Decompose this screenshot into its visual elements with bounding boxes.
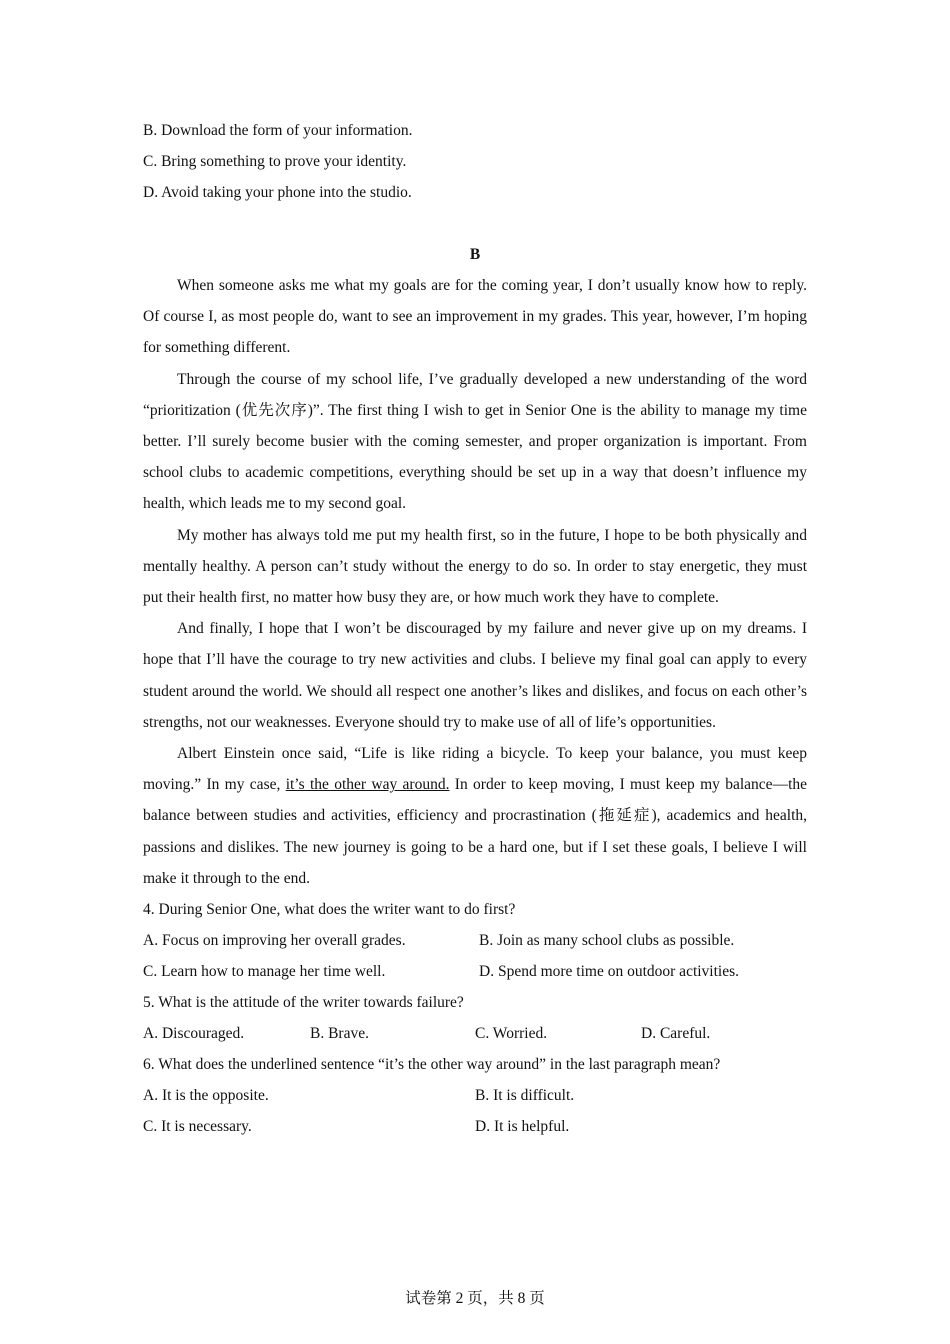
question-4-options-row-2 [143,956,807,987]
page-footer: 试卷第 2 页，共 8 页 [405,1290,545,1307]
option-c-prev: C. Bring something to prove your identity. [143,153,407,170]
question-6-option-d: D. It is helpful. [475,1118,570,1136]
question-6-option-c: C. It is necessary. [143,1118,252,1136]
question-4-option-a: A. Focus on improving her overall grades. [143,932,406,950]
paragraph-1: When someone asks me what my goals are for the coming year, I don’t usually know how to reply. Of course I, as most people do, want to see an improvement in my grades. This year, however, I’m hoping for something different. [143,277,807,357]
exam-page [143,115,807,1142]
passage [143,270,807,894]
question-6-option-a: A. It is the opposite. [143,1087,269,1105]
question-4-option-c: C. Learn how to manage her time well. [143,963,386,981]
question-4-option-b: B. Join as many school clubs as possible. [479,932,735,950]
paragraph-2: Through the course of my school life, I’ve gradually developed a new understanding of the word “prioritization (优先次序)”. The first thing I wish to get in Senior One is the ability to manage my time better. I’ll surely become busier with the coming semester, and proper organization is important. From school clubs to academic competitions, everything should be set up in a way that doesn’t influence my health, which leads me to my second goal. [143,370,807,513]
question-4-options-row-1 [143,925,807,956]
question-4-stem: 4. During Senior One, what does the writer want to do first? [143,901,516,919]
question-5-option-c: C. Worried. [475,1025,548,1043]
question-6-options-row-2 [143,1111,807,1142]
paragraph-5 [143,738,807,894]
paragraph-5-end: In order to keep moving, I must keep my balance—the balance between studies and activities, efficiency and procrastination (拖延症), academics and health, passions and dislikes. The new journey is going to be a hard one, but if I set these goals, I believe I will make it through to the end. [143,776,807,887]
paragraph-3: My mother has always told me put my health first, so in the future, I hope to be both physically and mentally healthy. A person can’t study without the energy to do so. In order to stay energetic, they must put their health first, no matter how busy they are, or how much work they have to complete. [143,526,807,607]
question-6-option-b: B. It is difficult. [475,1087,575,1105]
question-5-options-row [143,1018,807,1049]
option-b-prev: B. Download the form of your information. [143,122,413,139]
question-5-option-a: A. Discouraged. [143,1025,245,1043]
option-d-prev: D. Avoid taking your phone into the studio. [143,184,412,201]
question-5-option-d: D. Careful. [641,1025,711,1043]
question-5-option-b: B. Brave. [310,1025,369,1043]
section-title: B [469,246,481,263]
paragraph-5-start: Albert Einstein once said, “Life is like riding a bicycle. To keep your balance, you must keep moving.” In my case, [143,745,807,794]
question-5-stem: 5. What is the attitude of the writer towards failure? [143,994,464,1012]
underlined-sentence: it’s the other way around. [285,776,450,794]
question-6-stem: 6. What does the underlined sentence “it’s the other way around” in the last paragraph mean? [143,1056,721,1074]
question-6-options-row-1 [143,1080,807,1111]
question-4-option-d: D. Spend more time on outdoor activities. [479,963,740,981]
paragraph-4: And finally, I hope that I won’t be discouraged by my failure and never give up on my dreams. I hope that I’ll have the courage to try new activities and clubs. I believe my final goal can apply to every student around the world. We should all respect one another’s likes and dislikes, and focus on each other’s strengths, not our weaknesses. Everyone should try to make use of all of life’s opportunities. [143,620,807,731]
